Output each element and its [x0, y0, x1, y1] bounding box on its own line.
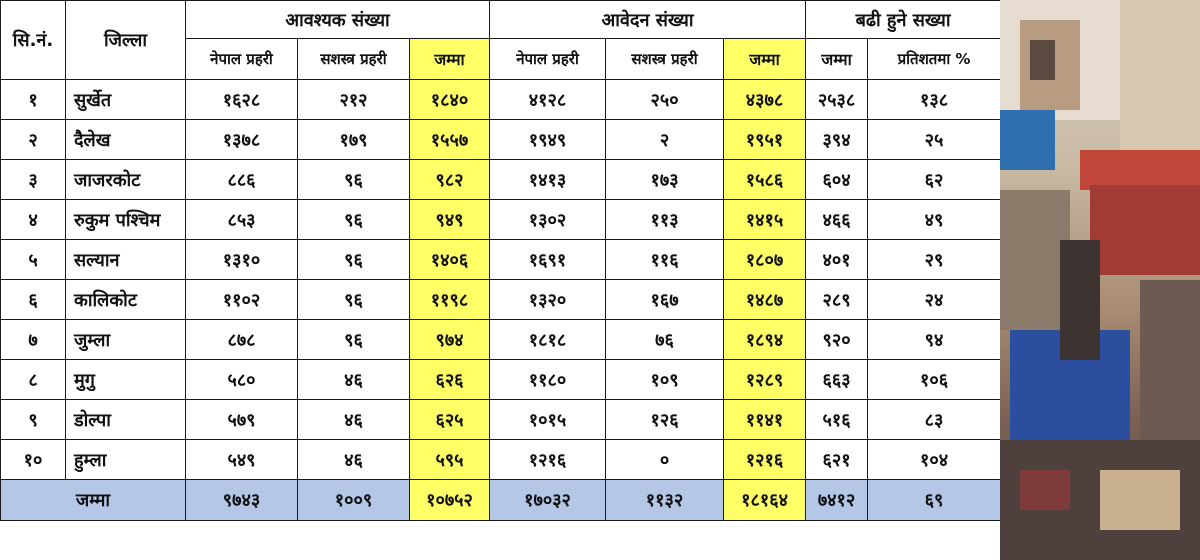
cell-applied-total: १५८६ — [724, 160, 806, 200]
cell-increase-percent: २९ — [868, 240, 1001, 280]
totals-label: जम्मा — [1, 480, 186, 521]
cell-increase-total: ६६३ — [806, 360, 868, 400]
cell-district: जुम्ला — [66, 320, 186, 360]
cell-applied-nepal-police: १३२० — [490, 280, 606, 320]
table-row — [1, 280, 1001, 320]
cell-district: दैलेख — [66, 120, 186, 160]
cell-increase-percent: २४ — [868, 280, 1001, 320]
cell-applied-armed-police: ११६ — [606, 240, 724, 280]
cell-district: मुगु — [66, 360, 186, 400]
cell-applied-total: ११४१ — [724, 400, 806, 440]
cell-applied-armed-police: १२६ — [606, 400, 724, 440]
cell-required-nepal-police: ५७९ — [186, 400, 298, 440]
cell-district: डोल्पा — [66, 400, 186, 440]
cell-applied-armed-police: ११३ — [606, 200, 724, 240]
cell-sn: ३ — [1, 160, 66, 200]
cell-applied-total: १८०७ — [724, 240, 806, 280]
header-district: जिल्ला — [66, 1, 186, 80]
cell-applied-total: १९५१ — [724, 120, 806, 160]
cell-required-armed-police: १७९ — [298, 120, 410, 160]
cell-increase-percent: ९४ — [868, 320, 1001, 360]
cell-applied-armed-police: २५० — [606, 80, 724, 120]
cell-sn: १ — [1, 80, 66, 120]
cell-required-armed-police: ४६ — [298, 360, 410, 400]
cell-required-armed-police: ९६ — [298, 240, 410, 280]
cell-sn: ८ — [1, 360, 66, 400]
cell-applied-armed-police: २ — [606, 120, 724, 160]
cell-required-armed-police: ४६ — [298, 440, 410, 480]
cell-applied-total: १८९४ — [724, 320, 806, 360]
total-increase-percent: ६९ — [868, 480, 1001, 521]
cell-required-armed-police: ९६ — [298, 320, 410, 360]
subheader-increase-total: जम्मा — [806, 39, 868, 80]
table-row — [1, 440, 1001, 480]
cell-applied-nepal-police: ४१२८ — [490, 80, 606, 120]
total-applied-armed-police: ११३२ — [606, 480, 724, 521]
subheader-applied-nepal-police: नेपाल प्रहरी — [490, 39, 606, 80]
table-row — [1, 200, 1001, 240]
cell-increase-percent: १३८ — [868, 80, 1001, 120]
subheader-applied-armed-police: सशस्त्र प्रहरी — [606, 39, 724, 80]
total-increase-total: ७४१२ — [806, 480, 868, 521]
cell-required-nepal-police: १६२८ — [186, 80, 298, 120]
cell-required-total: १५५७ — [410, 120, 490, 160]
cell-sn: १० — [1, 440, 66, 480]
cell-sn: ५ — [1, 240, 66, 280]
cell-required-total: १८४० — [410, 80, 490, 120]
subheader-applied-total: जम्मा — [724, 39, 806, 80]
cell-required-nepal-police: १३७८ — [186, 120, 298, 160]
cell-increase-percent: ८३ — [868, 400, 1001, 440]
cell-applied-armed-police: १०९ — [606, 360, 724, 400]
cell-required-total: १४०६ — [410, 240, 490, 280]
cell-applied-nepal-police: १०१५ — [490, 400, 606, 440]
cell-increase-percent: १०४ — [868, 440, 1001, 480]
cell-increase-percent: ६२ — [868, 160, 1001, 200]
table-row — [1, 120, 1001, 160]
cell-increase-total: ४०१ — [806, 240, 868, 280]
total-required-armed-police: १००९ — [298, 480, 410, 521]
total-required-total: १०७५२ — [410, 480, 490, 521]
cell-required-armed-police: ९६ — [298, 280, 410, 320]
subheader-required-armed-police: सशस्त्र प्रहरी — [298, 39, 410, 80]
cell-required-nepal-police: ५८० — [186, 360, 298, 400]
cell-applied-nepal-police: १४१३ — [490, 160, 606, 200]
cell-required-nepal-police: १३१० — [186, 240, 298, 280]
cell-increase-total: २५३८ — [806, 80, 868, 120]
cell-required-nepal-police: ८८६ — [186, 160, 298, 200]
total-required-nepal-police: ९७४३ — [186, 480, 298, 521]
cell-increase-total: ९२० — [806, 320, 868, 360]
cell-sn: ७ — [1, 320, 66, 360]
totals-row — [1, 480, 1001, 521]
subheader-required-total: जम्मा — [410, 39, 490, 80]
cell-district: सुर्खेत — [66, 80, 186, 120]
street-scene-photo — [1000, 0, 1200, 560]
cell-applied-total: १४८७ — [724, 280, 806, 320]
cell-applied-armed-police: १६७ — [606, 280, 724, 320]
cell-increase-total: ३९४ — [806, 120, 868, 160]
street-scene-illustration — [1000, 0, 1200, 560]
cell-applied-armed-police: १७३ — [606, 160, 724, 200]
cell-required-nepal-police: ८५३ — [186, 200, 298, 240]
cell-increase-total: ५१६ — [806, 400, 868, 440]
cell-required-nepal-police: ५४९ — [186, 440, 298, 480]
cell-sn: ९ — [1, 400, 66, 440]
header-applied: आवेदन संख्या — [490, 1, 806, 39]
cell-applied-nepal-police: १३०२ — [490, 200, 606, 240]
cell-applied-total: ४३७८ — [724, 80, 806, 120]
cell-applied-nepal-police: १९४९ — [490, 120, 606, 160]
table-row — [1, 160, 1001, 200]
cell-increase-total: ६०४ — [806, 160, 868, 200]
cell-applied-total: १४१५ — [724, 200, 806, 240]
cell-applied-nepal-police: १२१६ — [490, 440, 606, 480]
cell-district: जाजरकोट — [66, 160, 186, 200]
table-row — [1, 320, 1001, 360]
cell-required-total: ९४९ — [410, 200, 490, 240]
cell-applied-nepal-police: १६९१ — [490, 240, 606, 280]
cell-required-armed-police: ४६ — [298, 400, 410, 440]
cell-sn: २ — [1, 120, 66, 160]
cell-required-nepal-police: ११०२ — [186, 280, 298, 320]
cell-sn: ६ — [1, 280, 66, 320]
cell-required-total: ९८२ — [410, 160, 490, 200]
cell-applied-nepal-police: ११८० — [490, 360, 606, 400]
table-row — [1, 80, 1001, 120]
cell-district: सल्यान — [66, 240, 186, 280]
cell-increase-percent: २५ — [868, 120, 1001, 160]
header-required: आवश्यक संख्या — [186, 1, 490, 39]
table-row — [1, 360, 1001, 400]
cell-required-armed-police: ९६ — [298, 200, 410, 240]
cell-district: हुम्ला — [66, 440, 186, 480]
table-row — [1, 240, 1001, 280]
cell-required-total: ६२५ — [410, 400, 490, 440]
cell-sn: ४ — [1, 200, 66, 240]
cell-district: रुकुम पश्चिम — [66, 200, 186, 240]
table-row — [1, 400, 1001, 440]
cell-required-total: ९७४ — [410, 320, 490, 360]
subheader-required-nepal-police: नेपाल प्रहरी — [186, 39, 298, 80]
cell-applied-total: १२८९ — [724, 360, 806, 400]
cell-increase-total: ६२१ — [806, 440, 868, 480]
header-increase: बढी हुने सख्या — [806, 1, 1001, 39]
cell-increase-total: २८९ — [806, 280, 868, 320]
header-sn: सि.नं. — [1, 1, 66, 80]
cell-increase-percent: १०६ — [868, 360, 1001, 400]
cell-required-armed-police: २१२ — [298, 80, 410, 120]
cell-required-armed-police: ९६ — [298, 160, 410, 200]
total-applied-total: १८१६४ — [724, 480, 806, 521]
cell-required-total: ६२६ — [410, 360, 490, 400]
cell-applied-total: १२१६ — [724, 440, 806, 480]
cell-required-nepal-police: ८७८ — [186, 320, 298, 360]
subheader-increase-percent: प्रतिशतमा % — [868, 39, 1001, 80]
cell-applied-armed-police: ० — [606, 440, 724, 480]
cell-increase-total: ४६६ — [806, 200, 868, 240]
cell-district: कालिकोट — [66, 280, 186, 320]
cell-required-total: ११९८ — [410, 280, 490, 320]
cell-applied-armed-police: ७६ — [606, 320, 724, 360]
cell-required-total: ५९५ — [410, 440, 490, 480]
cell-increase-percent: ४९ — [868, 200, 1001, 240]
cell-applied-nepal-police: १८१८ — [490, 320, 606, 360]
total-applied-nepal-police: १७०३२ — [490, 480, 606, 521]
